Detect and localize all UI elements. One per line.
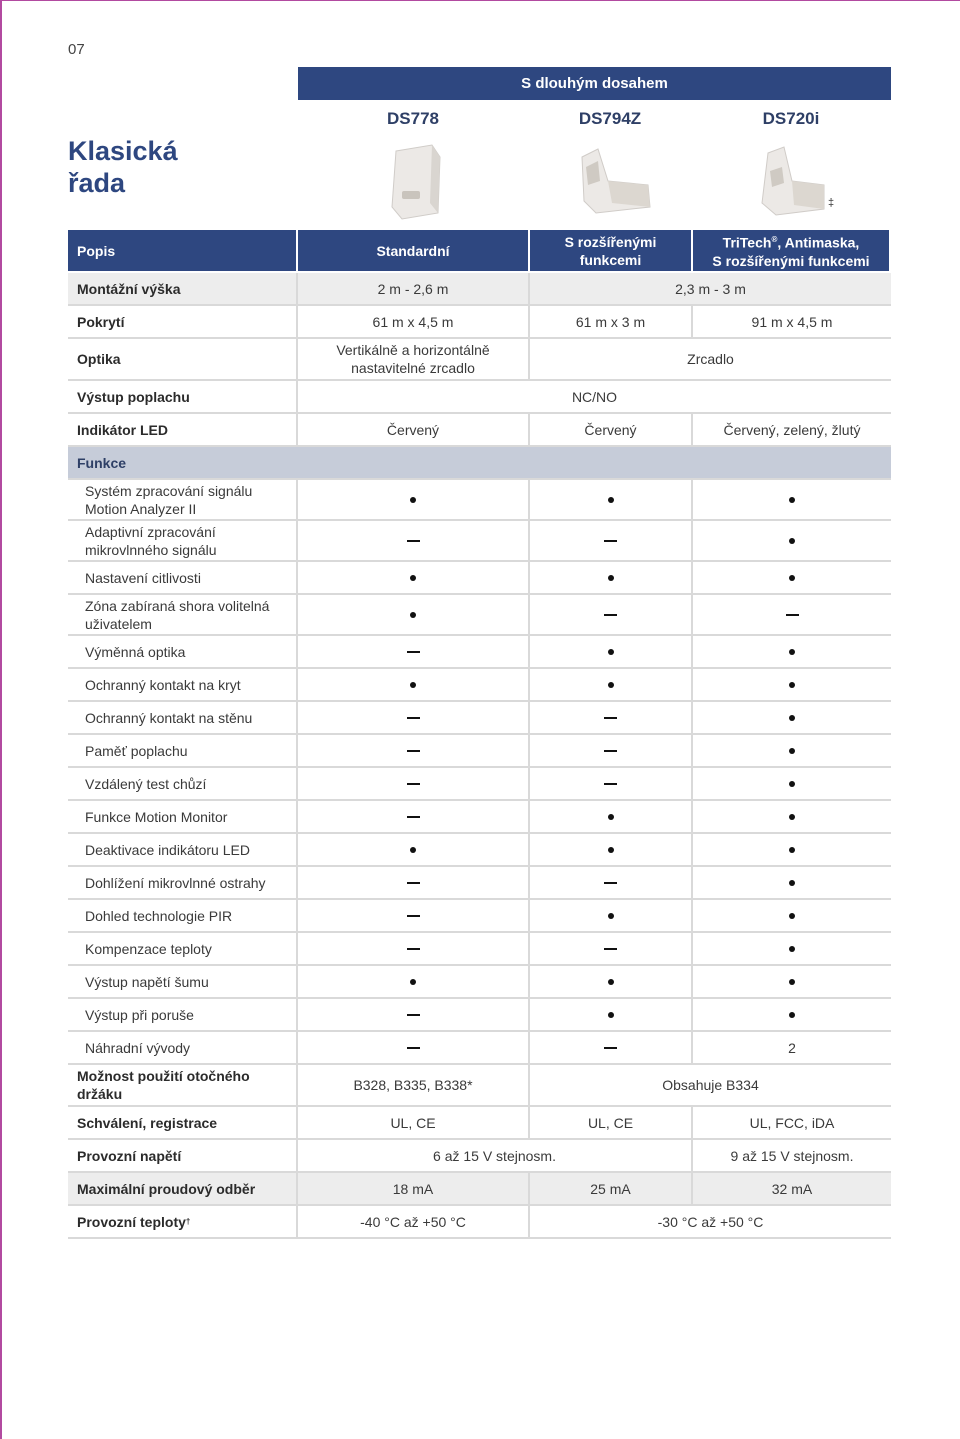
cell-ds778 <box>298 768 530 799</box>
yes-dot-icon <box>789 781 795 787</box>
cell-ds794z <box>530 900 693 931</box>
cell-ds778 <box>298 595 530 634</box>
cell-ds794z <box>530 999 693 1030</box>
feature-label: Náhradní vývody <box>68 1032 298 1063</box>
cell-ds720i <box>693 702 891 733</box>
yes-dot-icon <box>608 814 614 820</box>
feature-label: Dohled technologie PIR <box>68 900 298 931</box>
row-label: Schválení, registrace <box>68 1107 298 1138</box>
cell-ds794z <box>530 480 693 519</box>
feature-row <box>68 480 891 521</box>
cell-ds794z-ds720i: Zrcadlo <box>687 351 734 367</box>
feature-label: Systém zpracování signálu Motion Analyzer II <box>68 480 298 519</box>
cell-ds778 <box>298 669 530 700</box>
yes-dot-icon <box>789 913 795 919</box>
model-ds794z: DS794Z <box>578 109 642 128</box>
row-label: Montážní výška <box>68 273 298 304</box>
yes-dot-icon <box>789 682 795 688</box>
row-label: Možnost použití otočného držáku <box>68 1065 298 1105</box>
row-indikator-led <box>68 414 891 447</box>
no-dash-icon <box>604 750 617 752</box>
row-popis <box>68 230 891 273</box>
no-dash-icon <box>604 882 617 884</box>
cell-ds720i: 9 až 15 V stejnosm. <box>730 1147 854 1164</box>
cell-ds794z-ds720i: Obsahuje B334 <box>662 1077 759 1093</box>
cell-ds778 <box>298 562 530 593</box>
feature-row <box>68 521 891 562</box>
cell-ds794z <box>530 735 693 766</box>
yes-dot-icon <box>789 880 795 886</box>
row-label: Optika <box>68 339 298 379</box>
feature-label: Ochranný kontakt na stěnu <box>68 702 298 733</box>
cell-ds794z-ds720i: -30 °C až +50 °C <box>657 1213 764 1230</box>
cell-ds720i <box>693 562 891 593</box>
no-dash-icon <box>604 717 617 719</box>
feature-row <box>68 900 891 933</box>
no-dash-icon <box>407 783 420 785</box>
no-dash-icon <box>407 915 420 917</box>
registered-mark: ® <box>771 235 778 245</box>
cell-ds720i <box>693 521 891 560</box>
cell-ds778 <box>298 702 530 733</box>
long-range-banner: S dlouhým dosahem <box>298 67 891 100</box>
feature-label: Kompenzace teploty <box>68 933 298 964</box>
cell-ds720i: 32 mA <box>771 1180 813 1197</box>
no-dash-icon <box>604 540 617 542</box>
cell-ds778 <box>298 521 530 560</box>
cell-ds720i: UL, FCC, iDA <box>749 1114 835 1131</box>
feature-row <box>68 1032 891 1065</box>
cell-ds720i <box>693 834 891 865</box>
yes-dot-icon <box>410 497 416 503</box>
feature-row <box>68 834 891 867</box>
no-dash-icon <box>407 1047 420 1049</box>
no-dash-icon <box>407 948 420 950</box>
feature-row <box>68 867 891 900</box>
feature-rows <box>68 480 891 1065</box>
cell-ds778: -40 °C až +50 °C <box>298 1206 530 1237</box>
tritech-text: TriTech <box>722 234 772 251</box>
yes-dot-icon <box>410 682 416 688</box>
antimaska-text: , Antimaska, <box>777 234 860 251</box>
row-optika <box>68 339 891 381</box>
row-proudovy-odber <box>68 1173 891 1206</box>
no-dash-icon <box>407 816 420 818</box>
yes-dot-icon <box>789 814 795 820</box>
no-dash-icon <box>407 882 420 884</box>
yes-dot-icon <box>410 979 416 985</box>
cell-ds720i <box>693 669 891 700</box>
no-dash-icon <box>407 651 420 653</box>
cell-ds778 <box>298 867 530 898</box>
feature-label: Adaptivní zpracování mikrovlnného signálu <box>68 521 298 560</box>
cell-ds720i <box>693 999 891 1030</box>
row-provozni-napeti <box>68 1140 891 1173</box>
no-dash-icon <box>407 750 420 752</box>
cell-ds778: Červený <box>298 414 530 445</box>
ds794z-product-image <box>568 141 658 223</box>
cell-ds794z <box>530 768 693 799</box>
cell-ds778 <box>298 966 530 997</box>
feature-row <box>68 595 891 636</box>
extended-features-text: S rozšířenými funkcemi <box>712 252 870 269</box>
yes-dot-icon <box>608 575 614 581</box>
feature-label: Funkce Motion Monitor <box>68 801 298 832</box>
cell-ds794z <box>530 521 693 560</box>
cell-ds720i <box>693 966 891 997</box>
cell-ds720i <box>693 480 891 519</box>
feature-row <box>68 735 891 768</box>
cell-ds778 <box>298 999 530 1030</box>
feature-label: Nastavení citlivosti <box>68 562 298 593</box>
cell-ds778: 18 mA <box>298 1173 530 1204</box>
feature-label: Deaktivace indikátoru LED <box>68 834 298 865</box>
cell-ds794z: 25 mA <box>530 1173 693 1204</box>
yes-dot-icon <box>608 1012 614 1018</box>
feature-row <box>68 768 891 801</box>
feature-label: Zóna zabíraná shora volitelná uživatelem <box>68 595 298 634</box>
cell-ds778-ds794z: 6 až 15 V stejnosm. <box>298 1140 693 1171</box>
row-provozni-teploty <box>68 1206 891 1239</box>
cell-ds720i: 91 m x 4,5 m <box>751 313 833 330</box>
cell-ds794z <box>530 834 693 865</box>
no-dash-icon <box>407 540 420 542</box>
row-montazni-vyska <box>68 273 891 306</box>
yes-dot-icon <box>608 649 614 655</box>
feature-row <box>68 562 891 595</box>
row-label <box>68 1206 298 1237</box>
yes-dot-icon <box>410 575 416 581</box>
cell-ds794z-ds720i: 2,3 m - 3 m <box>675 280 746 297</box>
cell-ds720i <box>693 636 891 667</box>
no-dash-icon <box>604 614 617 616</box>
yes-dot-icon <box>608 847 614 853</box>
row-schvaleni <box>68 1107 891 1140</box>
feature-row <box>68 702 891 735</box>
yes-dot-icon <box>608 979 614 985</box>
no-dash-icon <box>604 1047 617 1049</box>
feature-row <box>68 636 891 669</box>
yes-dot-icon <box>608 497 614 503</box>
cell-ds778 <box>298 735 530 766</box>
feature-label: Ochranný kontakt na kryt <box>68 669 298 700</box>
cell-ds778: Vertikálně a horizontálně nastavitelné zrcadlo <box>298 339 530 379</box>
cell-ds778: Standardní <box>298 230 530 271</box>
yes-dot-icon <box>410 847 416 853</box>
row-label: Popis <box>68 230 298 271</box>
cell-ds794z <box>530 933 693 964</box>
cell-ds778: 2 m - 2,6 m <box>298 273 530 304</box>
feature-row <box>68 801 891 834</box>
feature-label: Výstup napětí šumu <box>68 966 298 997</box>
cell-ds794z: S rozšířenými funkcemi <box>530 230 693 271</box>
yes-dot-icon <box>789 847 795 853</box>
feature-label: Výstup při poruše <box>68 999 298 1030</box>
row-label-text: Provozní teploty <box>77 1213 186 1230</box>
cell-ds778 <box>298 900 530 931</box>
model-ds778: DS778 <box>387 109 439 128</box>
feature-row <box>68 999 891 1032</box>
row-funkce-section <box>68 447 891 480</box>
title-line-2: řada <box>68 168 126 198</box>
no-dash-icon <box>604 948 617 950</box>
row-label: Maximální proudový odběr <box>68 1173 298 1204</box>
yes-dot-icon <box>789 748 795 754</box>
yes-dot-icon <box>608 913 614 919</box>
cell-ds778 <box>298 834 530 865</box>
section-label: Funkce <box>77 454 127 471</box>
page-title <box>68 135 178 199</box>
cell-ds720i <box>693 867 891 898</box>
cell-ds720i <box>693 735 891 766</box>
no-dash-icon <box>786 614 799 616</box>
yes-dot-icon <box>789 979 795 985</box>
feature-row <box>68 933 891 966</box>
row-label: Výstup poplachu <box>68 381 298 412</box>
cell-ds720i <box>693 900 891 931</box>
no-dash-icon <box>407 717 420 719</box>
yes-dot-icon <box>789 497 795 503</box>
cell-ds794z <box>530 867 693 898</box>
no-dash-icon <box>604 783 617 785</box>
feature-label: Vzdálený test chůzí <box>68 768 298 799</box>
yes-dot-icon <box>608 682 614 688</box>
cell-ds720i <box>693 1032 891 1063</box>
yes-dot-icon <box>789 946 795 952</box>
cell-ds794z <box>530 966 693 997</box>
dagger-mark: † <box>185 1216 191 1226</box>
cell-ds794z: 61 m x 3 m <box>530 306 693 337</box>
cell-ds720i <box>693 768 891 799</box>
cell-ds794z <box>530 801 693 832</box>
yes-dot-icon <box>789 575 795 581</box>
cell-ds794z <box>530 636 693 667</box>
cell-ds720i: Červený, zelený, žlutý <box>723 421 861 438</box>
cell-ds778 <box>298 1032 530 1063</box>
cell-ds794z <box>530 1032 693 1063</box>
row-vystup-poplachu <box>68 381 891 414</box>
cell-ds778: B328, B335, B338* <box>298 1065 530 1105</box>
cell-ds720i <box>693 230 891 271</box>
page-number: 07 <box>68 41 85 58</box>
cell-ds794z: UL, CE <box>530 1107 693 1138</box>
cell-ds778: UL, CE <box>298 1107 530 1138</box>
cell-ds778 <box>298 933 530 964</box>
no-dash-icon <box>407 1014 420 1016</box>
cell-ds720i <box>693 933 891 964</box>
yes-dot-icon <box>789 538 795 544</box>
yes-dot-icon <box>789 1012 795 1018</box>
spec-table <box>68 230 891 1239</box>
value-text: 2 <box>788 1039 796 1056</box>
yes-dot-icon <box>789 715 795 721</box>
ds778-product-image <box>382 141 452 223</box>
feature-row <box>68 966 891 999</box>
cell-ds720i <box>693 595 891 634</box>
cell-ds794z <box>530 595 693 634</box>
ds720i-product-image <box>752 141 835 223</box>
feature-row <box>68 669 891 702</box>
cell-ds778: 61 m x 4,5 m <box>298 306 530 337</box>
row-label: Provozní napětí <box>68 1140 298 1171</box>
cell-ds778 <box>298 801 530 832</box>
model-ds720i: DS720i <box>762 109 820 128</box>
cell-ds794z <box>530 562 693 593</box>
cell-ds794z <box>530 669 693 700</box>
cell-ds778 <box>298 480 530 519</box>
feature-label: Paměť poplachu <box>68 735 298 766</box>
cell-ds794z <box>530 702 693 733</box>
row-pokryti <box>68 306 891 339</box>
row-label: Pokrytí <box>68 306 298 337</box>
cell-ds778 <box>298 636 530 667</box>
cell-ds794z: Červený <box>530 414 693 445</box>
cell-all-models: NC/NO <box>571 388 618 405</box>
yes-dot-icon <box>410 612 416 618</box>
feature-label: Dohlížení mikrovlnné ostrahy <box>68 867 298 898</box>
title-line-1: Klasická <box>68 136 178 166</box>
feature-label: Výměnná optika <box>68 636 298 667</box>
row-label: Indikátor LED <box>68 414 298 445</box>
cell-ds720i <box>693 801 891 832</box>
dagger-footnote-mark: ‡ <box>828 197 835 209</box>
yes-dot-icon <box>789 649 795 655</box>
row-otocny-drzak <box>68 1065 891 1107</box>
